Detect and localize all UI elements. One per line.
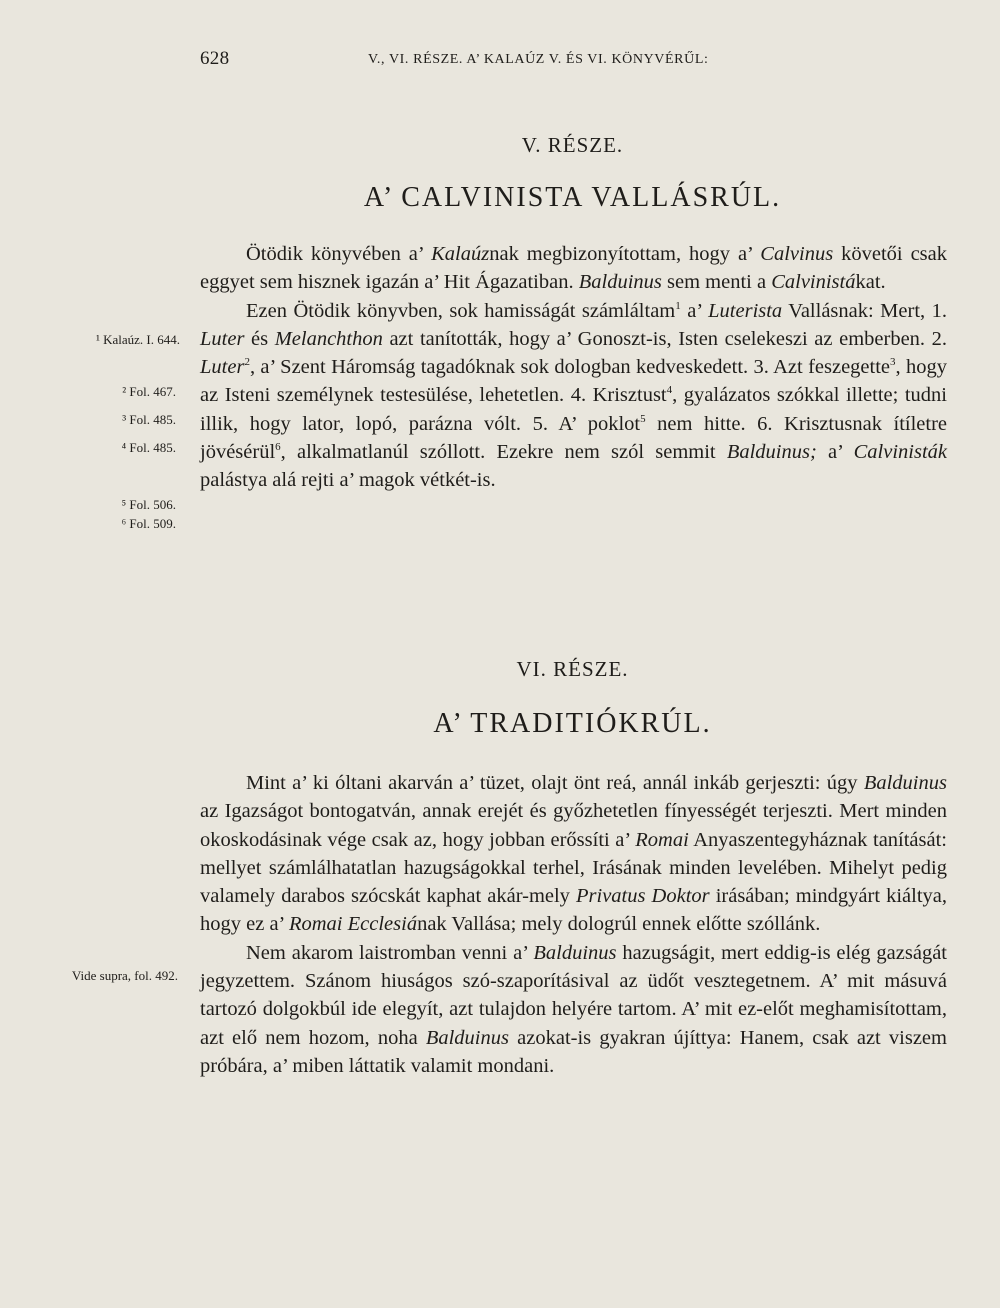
margin-note-7: Vide supra, fol. 492. [71,968,178,983]
footnote-ref-5: 5 [640,412,646,425]
footnote-ref-3: 3 [890,356,896,369]
margin-note-3: ³ Fol. 485. [122,412,176,427]
footnote-ref-4: 4 [666,384,673,397]
margin-note-6: ⁶ Fol. 509. [121,516,176,531]
footnote-ref-2: 2 [244,356,250,369]
section-vi-part: VI. RÉSZE. [516,657,629,681]
paragraph-2: Ezen Ötödik könyvben, sok hamisságát számláltam$^1$ a’ Luterista Vallásnak: Mert, 1. Luter és Melanchthon azt tanították, hogy a’ Gonoszt-is, Isten cselekeszi az emberben. 2. Luter$^2$, a’ Szent Háromság tagadóknak sok dologban kedveskedett. 3. Azt feszegette$^3$, hogy az Isteni személynek testesülése, lehetetlen. 4. Krisztust$^4$, gyalázatos szókkal illette; tudni illik, hogy lator, lopó, parázna vólt. 5. A’ poklot$^5$ nem hitte. 6. Krisztusnak ítíletre jövésérül$^6$, alkalmatlanúl szóllott. Ezekre nem szól semmit Balduinus; a’ Calvinisták palástya alá rejti a’ magok vétkét-is. [200,299,948,492]
paragraph-4: Nem akarom laistromban venni a’ Balduinus hazugságit, mert eddig-is elég gazságát jegyzettem. Szánom hiuságos szó-szaporításival az üdőt vesztegetnem. A’ mit másuvá tartozó dolgokbúl ide elegyít, azt tulajdon helyére tartom. A’ mit ez-előt meghamisítottam, azt elő nem hozom, noha Balduinus azokat-is gyakran újíttya: Hanem, csak azt viszem próbára, a’ miben láttatik valamit mondani. [200,941,947,1077]
running-head: V., VI. RÉSZE. A’ KALAÚZ V. ÉS VI. KÖNYVÉRŰL: [368,52,709,67]
margin-note-4: ⁴ Fol. 485. [121,440,176,455]
footnote-ref-6: 6 [275,441,281,454]
paragraph-3: Mint a’ ki óltani akarván a’ tüzet, olajt önt reá, annál inkáb gerjeszti: úgy Balduinus az Igazságot bontogatván, annak erejét és győzhetetlen fínyességét terjeszti. Mert minden okoskodásinak vége csak az, hogy jobban erőssíti a’ Romai Anyaszentegyháznak tanítását: mellyet számlálhatatlan hazugságokkal terhel, Irásának minden levelében. Mihelyt pedig valamely darabos szócskát kaphat akár-mely Privatus Doktor irásában; mindgyárt kiáltya, hogy ez a’ Romai Ecclesiának Vallása; mely dologrúl ennek előtte szóllánk. [200,772,947,936]
section-vi-text [200,769,947,1080]
margin-note-1: ¹ Kalaúz. I. 644. [95,332,180,347]
section-v-text [200,240,947,495]
page-number: 628 [200,48,230,69]
paragraph-1: Ötödik könyvében a’ Kalaúznak megbizonyítottam, hogy a’ Calvinus követői csak eggyet sem hisznek igazán a’ Hit Ágazatiban. Balduinus sem menti a Calvinistákat. [200,243,947,294]
section-vi-title: A’ TRADITIÓKRÚL. [433,708,712,739]
section-v-part: V. RÉSZE. [521,133,624,157]
margin-note-5: ⁵ Fol. 506. [121,497,176,512]
margin-note-2: ² Fol. 467. [122,384,176,399]
section-v-title: A’ CALVINISTA VALLÁSRÚL. [363,182,782,213]
footnote-ref-1: 1 [675,299,681,312]
page-header [200,46,760,76]
